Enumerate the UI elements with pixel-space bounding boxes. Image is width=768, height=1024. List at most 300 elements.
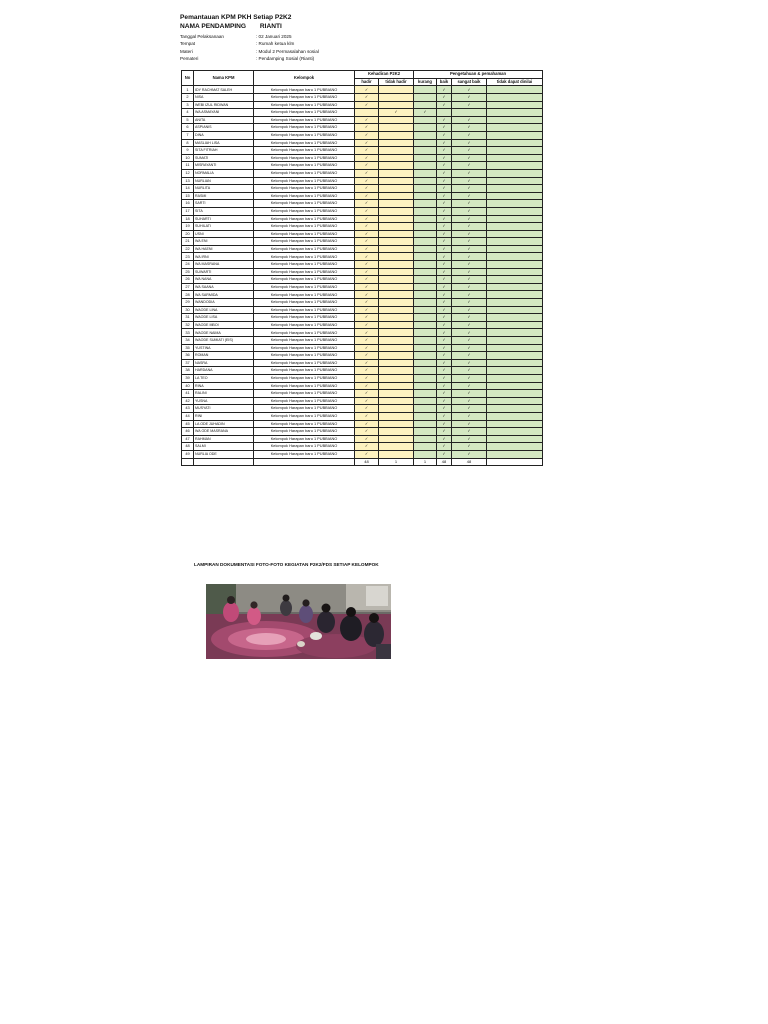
- cell-tidak-hadir: [379, 223, 414, 231]
- cell-baik: ✓: [437, 276, 452, 284]
- cell-tidak-dapat: [487, 94, 543, 102]
- row-nama: RINA: [194, 382, 254, 390]
- cell-baik: ✓: [437, 306, 452, 314]
- cell-tidak-hadir: [379, 299, 414, 307]
- cell-baik: ✓: [437, 177, 452, 185]
- cell-tidak-hadir: [379, 344, 414, 352]
- cell-kurang: [414, 337, 437, 345]
- row-kelompok: Kelompok Harapan baru 1 PUBBIANO: [254, 390, 355, 398]
- header-nama: Nama KPM: [194, 71, 254, 86]
- cell-tidak-hadir: [379, 428, 414, 436]
- row-no: 48: [182, 443, 194, 451]
- cell-sangat-baik: ✓: [452, 352, 487, 360]
- cell-tidak-hadir: [379, 238, 414, 246]
- row-nama: WA SARMIDA: [194, 291, 254, 299]
- table-row: [182, 169, 543, 177]
- row-kelompok: Kelompok Harapan baru 1 PUBBIANO: [254, 124, 355, 132]
- row-no: 32: [182, 321, 194, 329]
- cell-baik: ✓: [437, 337, 452, 345]
- cell-tidak-dapat: [487, 215, 543, 223]
- cell-kurang: [414, 397, 437, 405]
- row-no: 42: [182, 397, 194, 405]
- cell-tidak-hadir: [379, 268, 414, 276]
- cell-kurang: [414, 359, 437, 367]
- cell-hadir: ✓: [355, 367, 379, 375]
- cell-tidak-dapat: [487, 238, 543, 246]
- cell-kurang: [414, 101, 437, 109]
- cell-tidak-dapat: [487, 162, 543, 170]
- cell-baik: ✓: [437, 261, 452, 269]
- cell-kurang: [414, 86, 437, 94]
- cell-sangat-baik: ✓: [452, 177, 487, 185]
- row-kelompok: Kelompok Harapan baru 1 PUBBIANO: [254, 245, 355, 253]
- row-nama: WA ENI: [194, 238, 254, 246]
- cell-tidak-dapat: [487, 283, 543, 291]
- cell-tidak-dapat: [487, 352, 543, 360]
- cell-tidak-hadir: [379, 215, 414, 223]
- row-kelompok: Kelompok Harapan baru 1 PUBBIANO: [254, 116, 355, 124]
- row-kelompok: Kelompok Harapan baru 1 PUBBIANO: [254, 344, 355, 352]
- cell-tidak-hadir: [379, 207, 414, 215]
- row-no: 40: [182, 382, 194, 390]
- total-tidak-hadir: 1: [379, 458, 414, 466]
- row-nama: IDY RACHMAT SALEH: [194, 86, 254, 94]
- row-kelompok: Kelompok Harapan baru 1 PUBBIANO: [254, 215, 355, 223]
- header-pengetahuan: Pengetahuan & pemahaman: [414, 71, 543, 79]
- cell-tidak-hadir: [379, 261, 414, 269]
- cell-sangat-baik: ✓: [452, 86, 487, 94]
- table-row: [182, 344, 543, 352]
- cell-tidak-hadir: [379, 124, 414, 132]
- cell-tidak-dapat: [487, 124, 543, 132]
- table-row: [182, 124, 543, 132]
- cell-tidak-dapat: [487, 139, 543, 147]
- cell-sangat-baik: ✓: [452, 390, 487, 398]
- row-nama: SUMATI: [194, 154, 254, 162]
- cell-tidak-hadir: [379, 314, 414, 322]
- cell-tidak-hadir: [379, 450, 414, 458]
- row-no: 2: [182, 94, 194, 102]
- cell-kurang: [414, 253, 437, 261]
- cell-sangat-baik: ✓: [452, 185, 487, 193]
- row-kelompok: Kelompok Harapan baru 1 PUBBIANO: [254, 337, 355, 345]
- row-no: 24: [182, 261, 194, 269]
- row-kelompok: Kelompok Harapan baru 1 PUBBIANO: [254, 443, 355, 451]
- cell-baik: ✓: [437, 169, 452, 177]
- total-sangat-baik: 48: [452, 458, 487, 466]
- cell-kurang: [414, 321, 437, 329]
- table-header-row: [182, 71, 543, 79]
- table-row: [182, 207, 543, 215]
- row-nama: NURLIA ODE: [194, 450, 254, 458]
- cell-tidak-dapat: [487, 329, 543, 337]
- table-row: [182, 230, 543, 238]
- row-nama: LA ODE JUHADIN: [194, 420, 254, 428]
- cell-baik: ✓: [437, 268, 452, 276]
- cell-sangat-baik: ✓: [452, 291, 487, 299]
- cell-sangat-baik: ✓: [452, 238, 487, 246]
- cell-sangat-baik: ✓: [452, 344, 487, 352]
- row-kelompok: Kelompok Harapan baru 1 PUBBIANO: [254, 177, 355, 185]
- cell-kurang: [414, 283, 437, 291]
- cell-baik: ✓: [437, 86, 452, 94]
- cell-kurang: [414, 215, 437, 223]
- row-kelompok: Kelompok Harapan baru 1 PUBBIANO: [254, 223, 355, 231]
- cell-sangat-baik: ✓: [452, 268, 487, 276]
- cell-sangat-baik: ✓: [452, 306, 487, 314]
- row-no: 47: [182, 435, 194, 443]
- table-row: [182, 367, 543, 375]
- pendamping-name: RIANTI: [259, 23, 282, 30]
- cell-sangat-baik: ✓: [452, 139, 487, 147]
- cell-hadir: ✓: [355, 200, 379, 208]
- cell-kurang: [414, 207, 437, 215]
- cell-baik: ✓: [437, 245, 452, 253]
- table-row: [182, 299, 543, 307]
- meta-row-pemateri: [180, 55, 319, 62]
- cell-sangat-baik: ✓: [452, 412, 487, 420]
- cell-tidak-hadir: [379, 253, 414, 261]
- row-no: 20: [182, 230, 194, 238]
- cell-tidak-hadir: [379, 230, 414, 238]
- cell-hadir: ✓: [355, 337, 379, 345]
- row-nama: WA NANA: [194, 276, 254, 284]
- cell-sangat-baik: ✓: [452, 299, 487, 307]
- cell-hadir: ✓: [355, 177, 379, 185]
- table-row: [182, 321, 543, 329]
- row-nama: MISRAYANTI: [194, 162, 254, 170]
- row-no: 4: [182, 109, 194, 117]
- table-row: [182, 314, 543, 322]
- table-row: [182, 352, 543, 360]
- cell-tidak-hadir: [379, 185, 414, 193]
- cell-tidak-hadir: [379, 147, 414, 155]
- cell-hadir: ✓: [355, 428, 379, 436]
- row-kelompok: Kelompok Harapan baru 1 PUBBIANO: [254, 109, 355, 117]
- table-row: [182, 154, 543, 162]
- cell-hadir: ✓: [355, 420, 379, 428]
- row-kelompok: Kelompok Harapan baru 1 PUBBIANO: [254, 261, 355, 269]
- cell-hadir: ✓: [355, 435, 379, 443]
- meta-row-materi: [180, 48, 319, 55]
- cell-sangat-baik: ✓: [452, 261, 487, 269]
- row-kelompok: Kelompok Harapan baru 1 PUBBIANO: [254, 420, 355, 428]
- cell-baik: ✓: [437, 223, 452, 231]
- cell-kurang: [414, 435, 437, 443]
- cell-hadir: ✓: [355, 397, 379, 405]
- cell-hadir: ✓: [355, 207, 379, 215]
- row-nama: YUSTINA: [194, 344, 254, 352]
- cell-tidak-hadir: [379, 116, 414, 124]
- cell-tidak-hadir: [379, 405, 414, 413]
- cell-sangat-baik: ✓: [452, 192, 487, 200]
- row-no: 43: [182, 405, 194, 413]
- cell-tidak-dapat: [487, 147, 543, 155]
- table-row: [182, 223, 543, 231]
- cell-kurang: [414, 177, 437, 185]
- cell-hadir: ✓: [355, 124, 379, 132]
- cell-kurang: [414, 405, 437, 413]
- meta-value: : Modul 2 Permasalahan sosial: [256, 48, 319, 54]
- table-row: [182, 390, 543, 398]
- kpm-table: [181, 70, 543, 466]
- cell-tidak-dapat: [487, 306, 543, 314]
- cell-kurang: [414, 412, 437, 420]
- cell-tidak-hadir: [379, 435, 414, 443]
- row-nama: WEBI IZUL RIDWAN: [194, 101, 254, 109]
- cell-kurang: [414, 245, 437, 253]
- cell-baik: ✓: [437, 200, 452, 208]
- cell-tidak-dapat: [487, 367, 543, 375]
- cell-hadir: ✓: [355, 101, 379, 109]
- row-no: 36: [182, 352, 194, 360]
- meta-value: : 02 Januari 2025: [256, 34, 292, 39]
- cell-baik: ✓: [437, 116, 452, 124]
- table-row: [182, 94, 543, 102]
- cell-baik: ✓: [437, 94, 452, 102]
- cell-hadir: ✓: [355, 147, 379, 155]
- row-kelompok: Kelompok Harapan baru 1 PUBBIANO: [254, 291, 355, 299]
- row-no: 35: [182, 344, 194, 352]
- cell-tidak-hadir: [379, 154, 414, 162]
- cell-baik: ✓: [437, 230, 452, 238]
- lampiran-title: LAMPIRAN DOKUMENTASI FOTO-FOTO KEGIATAN P2K2/FDS SETIAP KELOMPOK: [194, 562, 379, 567]
- cell-kurang: [414, 238, 437, 246]
- cell-sangat-baik: ✓: [452, 450, 487, 458]
- cell-tidak-hadir: [379, 359, 414, 367]
- cell-hadir: ✓: [355, 283, 379, 291]
- row-nama: NORMALIA: [194, 169, 254, 177]
- row-nama: RINI: [194, 412, 254, 420]
- cell-hadir: ✓: [355, 329, 379, 337]
- row-kelompok: Kelompok Harapan baru 1 PUBBIANO: [254, 450, 355, 458]
- table-row: [182, 276, 543, 284]
- row-no: 3: [182, 101, 194, 109]
- cell-sangat-baik: ✓: [452, 397, 487, 405]
- cell-kurang: [414, 268, 437, 276]
- cell-baik: ✓: [437, 367, 452, 375]
- cell-tidak-hadir: [379, 192, 414, 200]
- table-row: [182, 109, 543, 117]
- row-nama: NURLIAN: [194, 177, 254, 185]
- cell-tidak-hadir: [379, 94, 414, 102]
- row-no: 10: [182, 154, 194, 162]
- row-nama: YUSNA: [194, 397, 254, 405]
- row-no: 45: [182, 420, 194, 428]
- header-kehadiran: Kehadiran P2K2: [355, 71, 414, 79]
- row-kelompok: Kelompok Harapan baru 1 PUBBIANO: [254, 352, 355, 360]
- cell-kurang: [414, 169, 437, 177]
- cell-kurang: [414, 147, 437, 155]
- cell-kurang: [414, 162, 437, 170]
- row-no: 30: [182, 306, 194, 314]
- cell-kurang: [414, 154, 437, 162]
- cell-kurang: [414, 200, 437, 208]
- row-nama: WA SAANA: [194, 283, 254, 291]
- cell-baik: ✓: [437, 435, 452, 443]
- cell-baik: ✓: [437, 412, 452, 420]
- row-no: 8: [182, 139, 194, 147]
- cell-baik: ✓: [437, 382, 452, 390]
- cell-sangat-baik: ✓: [452, 223, 487, 231]
- row-nama: USNI: [194, 230, 254, 238]
- cell-sangat-baik: ✓: [452, 215, 487, 223]
- row-nama: WAODE SUMIATI (EIS): [194, 337, 254, 345]
- cell-hadir: ✓: [355, 261, 379, 269]
- cell-baik: ✓: [437, 443, 452, 451]
- table-row: [182, 215, 543, 223]
- cell-tidak-dapat: [487, 223, 543, 231]
- row-no: 33: [182, 329, 194, 337]
- cell-baik: ✓: [437, 147, 452, 155]
- cell-sangat-baik: ✓: [452, 162, 487, 170]
- table-row: [182, 253, 543, 261]
- cell-baik: ✓: [437, 344, 452, 352]
- cell-sangat-baik: ✓: [452, 169, 487, 177]
- cell-sangat-baik: ✓: [452, 124, 487, 132]
- row-no: 21: [182, 238, 194, 246]
- cell-tidak-dapat: [487, 131, 543, 139]
- row-kelompok: Kelompok Harapan baru 1 PUBBIANO: [254, 314, 355, 322]
- cell-tidak-dapat: [487, 321, 543, 329]
- row-kelompok: Kelompok Harapan baru 1 PUBBIANO: [254, 200, 355, 208]
- cell-hadir: ✓: [355, 169, 379, 177]
- meta-info: [180, 33, 319, 63]
- row-nama: SITA: [194, 207, 254, 215]
- row-nama: RAHMAN: [194, 435, 254, 443]
- row-no: 25: [182, 268, 194, 276]
- cell-tidak-dapat: [487, 192, 543, 200]
- cell-tidak-dapat: [487, 337, 543, 345]
- cell-tidak-hadir: [379, 162, 414, 170]
- row-no: 29: [182, 299, 194, 307]
- cell-kurang: [414, 185, 437, 193]
- cell-sangat-baik: ✓: [452, 382, 487, 390]
- row-no: 44: [182, 412, 194, 420]
- row-nama: DINA: [194, 131, 254, 139]
- header-baik: baik: [437, 79, 452, 86]
- cell-hadir: ✓: [355, 154, 379, 162]
- cell-tidak-hadir: [379, 329, 414, 337]
- row-nama: WAODE MBOI: [194, 321, 254, 329]
- row-no: 16: [182, 200, 194, 208]
- row-nama: ANITA: [194, 116, 254, 124]
- meta-row-tanggal: [180, 33, 319, 40]
- table-row: [182, 268, 543, 276]
- row-kelompok: Kelompok Harapan baru 1 PUBBIANO: [254, 169, 355, 177]
- cell-tidak-dapat: [487, 299, 543, 307]
- cell-hadir: ✓: [355, 390, 379, 398]
- cell-baik: ✓: [437, 405, 452, 413]
- row-nama: WAODE LINA: [194, 306, 254, 314]
- cell-kurang: [414, 261, 437, 269]
- cell-kurang: [414, 428, 437, 436]
- row-no: 19: [182, 223, 194, 231]
- cell-tidak-hadir: [379, 245, 414, 253]
- cell-baik: ✓: [437, 397, 452, 405]
- cell-baik: ✓: [437, 299, 452, 307]
- table-row: [182, 306, 543, 314]
- cell-hadir: ✓: [355, 359, 379, 367]
- row-kelompok: Kelompok Harapan baru 1 PUBBIANO: [254, 435, 355, 443]
- row-kelompok: Kelompok Harapan baru 1 PUBBIANO: [254, 230, 355, 238]
- cell-baik: ✓: [437, 192, 452, 200]
- cell-tidak-dapat: [487, 428, 543, 436]
- cell-baik: ✓: [437, 207, 452, 215]
- row-no: 13: [182, 177, 194, 185]
- cell-tidak-hadir: [379, 177, 414, 185]
- row-no: 6: [182, 124, 194, 132]
- cell-tidak-hadir: [379, 390, 414, 398]
- cell-hadir: ✓: [355, 299, 379, 307]
- cell-tidak-dapat: [487, 443, 543, 451]
- row-nama: WA IRNI: [194, 253, 254, 261]
- meta-label: Tanggal Pelaksanaan: [180, 34, 224, 39]
- cell-hadir: ✓: [355, 94, 379, 102]
- row-kelompok: Kelompok Harapan baru 1 PUBBIANO: [254, 185, 355, 193]
- cell-hadir: ✓: [355, 450, 379, 458]
- row-kelompok: Kelompok Harapan baru 1 PUBBIANO: [254, 405, 355, 413]
- cell-hadir: ✓: [355, 245, 379, 253]
- row-no: 31: [182, 314, 194, 322]
- cell-tidak-dapat: [487, 101, 543, 109]
- cell-tidak-dapat: [487, 314, 543, 322]
- table-row: [182, 283, 543, 291]
- cell-kurang: [414, 329, 437, 337]
- cell-sangat-baik: ✓: [452, 443, 487, 451]
- cell-tidak-hadir: [379, 276, 414, 284]
- row-kelompok: Kelompok Harapan baru 1 PUBBIANO: [254, 147, 355, 155]
- row-nama: WA ASMAYANI: [194, 109, 254, 117]
- header-tidak-hadir: tidak hadir: [379, 79, 414, 86]
- cell-hadir: ✓: [355, 223, 379, 231]
- row-no: 49: [182, 450, 194, 458]
- row-kelompok: Kelompok Harapan baru 1 PUBBIANO: [254, 397, 355, 405]
- row-no: 39: [182, 374, 194, 382]
- row-nama: MASLIAH LISA: [194, 139, 254, 147]
- cell-sangat-baik: ✓: [452, 283, 487, 291]
- row-kelompok: Kelompok Harapan baru 1 PUBBIANO: [254, 276, 355, 284]
- table-row: [182, 147, 543, 155]
- row-kelompok: Kelompok Harapan baru 1 PUBBIANO: [254, 367, 355, 375]
- row-nama: SALMI: [194, 443, 254, 451]
- row-kelompok: Kelompok Harapan baru 1 PUBBIANO: [254, 154, 355, 162]
- table-row: [182, 101, 543, 109]
- cell-tidak-hadir: [379, 420, 414, 428]
- row-nama: HARDANA: [194, 367, 254, 375]
- cell-tidak-hadir: [379, 382, 414, 390]
- table-row: [182, 329, 543, 337]
- cell-kurang: [414, 314, 437, 322]
- cell-hadir: ✓: [355, 374, 379, 382]
- totals-empty-no: [182, 458, 194, 466]
- meta-label: Tempat: [180, 41, 196, 47]
- cell-kurang: [414, 344, 437, 352]
- cell-tidak-dapat: [487, 412, 543, 420]
- cell-baik: ✓: [437, 359, 452, 367]
- cell-tidak-dapat: [487, 86, 543, 94]
- cell-hadir: ✓: [355, 352, 379, 360]
- cell-kurang: [414, 131, 437, 139]
- cell-baik: ✓: [437, 124, 452, 132]
- cell-sangat-baik: ✓: [452, 230, 487, 238]
- row-no: 9: [182, 147, 194, 155]
- cell-baik: ✓: [437, 101, 452, 109]
- meta-value: : Pendamping Sosial (Rianti): [256, 56, 315, 62]
- cell-sangat-baik: ✓: [452, 329, 487, 337]
- cell-baik: ✓: [437, 374, 452, 382]
- cell-tidak-dapat: [487, 200, 543, 208]
